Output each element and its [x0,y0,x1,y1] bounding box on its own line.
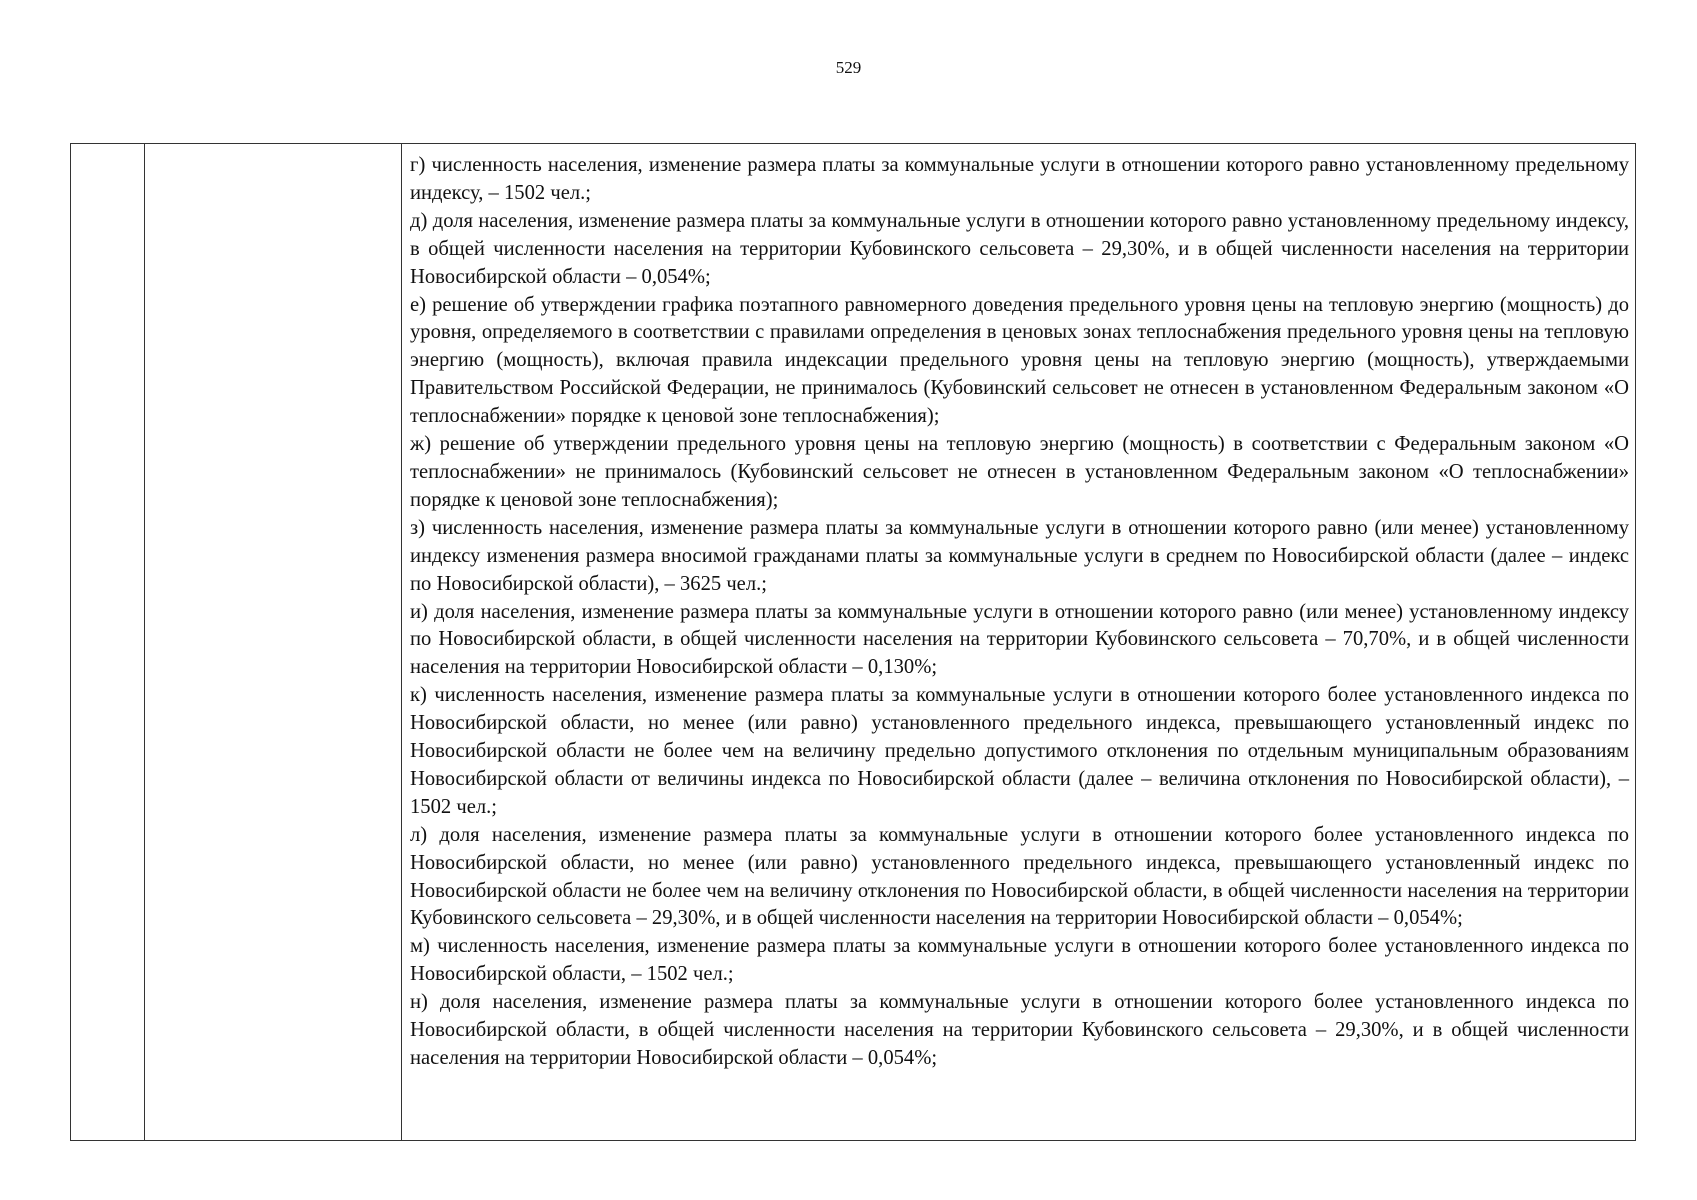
paragraph-e: е) решение об утверждении графика поэтапного равномерного доведения предельного уровня цены на тепловую энергию (мощность) до уровня, определяемого в соответствии с правилами определения в ценовых зонах теплоснабжения предельного уровня цены на тепловую энергию (мощность), включая правила индексации предельного уровня цены на тепловую энергию (мощность), утверждаемыми Правительством Российской Федерации, не принималось (Кубовинский сельсовет не отнесен в установленном Федеральным законом «О теплоснабжении» порядке к ценовой зоне теплоснабжения); [410,293,1629,428]
paragraph-z: з) численность населения, изменение размера платы за коммунальные услуги в отношении которого равно (или менее) установленному индексу изменения размера вносимой гражданами платы за коммунальные услуги в среднем по Новосибирской области (далее – индекс по Новосибирской области), – 3625 чел.; [410,516,1629,595]
paragraph-n: н) доля населения, изменение размера платы за коммунальные услуги в отношении которого более установленного индекса по Новосибирской области, в общей численности населения на территории Кубовинского сельсовета – 29,30%, и в общей численности населения на территории Новосибирской области – 0,054%; [410,991,1629,1069]
paragraph-m: м) численность населения, изменение размера платы за коммунальные услуги в отношении которого более установленного индекса по Новосибирской области, – 1502 чел.; [410,935,1629,986]
paragraph-k: к) численность населения, изменение размера платы за коммунальные услуги в отношении которого более установленного индекса по Новосибирской области, но менее (или равно) установленного предельного индекса, превышающего установленный индекс по Новосибирской области не более чем на величину предельно допустимого отклонения по отдельным муниципальным образованиям Новосибирской области от величины индекса по Новосибирской области (далее – величина отклонения по Новосибирской области), – 1502 чел.; [410,684,1629,818]
table-row [71,144,1636,1141]
page-number: 529 [835,58,862,77]
table-cell-number [71,144,145,1141]
paragraph-l: л) доля населения, изменение размера платы за коммунальные услуги в отношении которого более установленного индекса по Новосибирской области, но менее (или равно) установленного предельного индекса, превышающего установленный индекс по Новосибирской области не более чем на величину отклонения по Новосибирской области, в общей численности населения на территории Кубовинского сельсовета – 29,30%, и в общей численности населения на территории Новосибирской области – 0,054%; [410,823,1629,930]
table-cell-content [402,144,1636,1141]
paragraph-i: и) доля населения, изменение размера платы за коммунальные услуги в отношении которого равно (или менее) установленному индексу по Новосибирской области, в общей численности населения на территории Кубовинского сельсовета – 70,70%, и в общей численности населения на территории Новосибирской области – 0,130%; [410,600,1629,679]
paragraph-d: д) доля населения, изменение размера платы за коммунальные услуги в отношении которого равно установленному предельному индексу, в общей численности населения на территории Кубовинского сельсовета – 29,30%, и в общей численности населения на территории Новосибирской области – 0,054%; [410,209,1629,288]
paragraph-zh: ж) решение об утверждении предельного уровня цены на тепловую энергию (мощность) в соответствии с Федеральным законом «О теплоснабжении» не принималось (Кубовинский сельсовет не отнесен в установленном Федеральным законом «О теплоснабжении» порядке к ценовой зоне теплоснабжения); [410,433,1629,511]
document-table [70,143,1636,1141]
table-cell-name [145,144,402,1141]
paragraph-g: г) численность населения, изменение размера платы за коммунальные услуги в отношении которого равно установленному предельному индексу, – 1502 чел.; [410,154,1629,204]
